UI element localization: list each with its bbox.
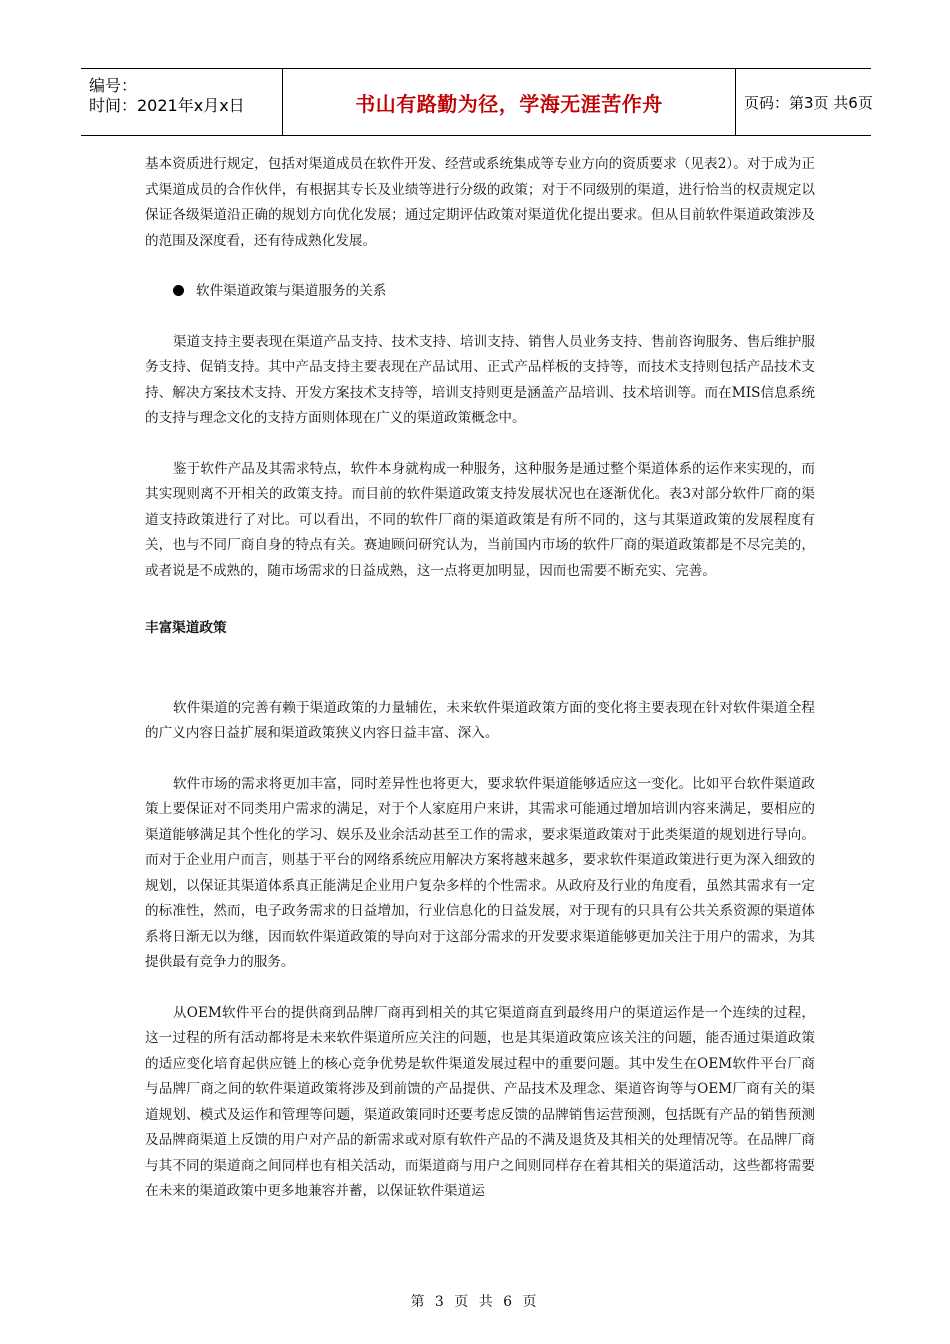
document-date-label: 时间：2021年x月x日 — [89, 96, 245, 115]
page-header — [81, 68, 871, 136]
paragraph-3: 鉴于软件产品及其需求特点，软件本身就构成一种服务，这种服务是通过整个渠道体系的运作来实现的，而其实现则离不开相关的政策支持。而目前的软件渠道政策支持发展状况也在逐渐优化。表3对部分软件厂商的渠道支持政策进行了对比。可以看出，不同的软件厂商的渠道政策是有所不同的，这与其渠道政策的发展程度有关，也与不同厂商自身的特点有关。赛迪顾问研究认为，当前国内市场的软件厂商的渠道政策都是不尽完美的，或者说是不成熟的，随市场需求的日益成熟，这一点将更加明显，因而也需要不断充实、完善。 — [145, 460, 815, 579]
bullet-item — [145, 279, 815, 305]
header-page-cell — [736, 69, 871, 135]
document-number-label: 编号： — [89, 76, 138, 95]
page-footer: 第 3 页 共 6 页 — [410, 1294, 540, 1310]
header-motto-cell — [283, 69, 736, 135]
document-body — [145, 152, 815, 1230]
section-heading: 丰富渠道政策 — [145, 620, 227, 636]
paragraph-4: 软件渠道的完善有赖于渠道政策的力量辅佐，未来软件渠道政策方面的变化将主要表现在针对软件渠道全程的广义内容日益扩展和渠道政策狭义内容日益丰富、深入。 — [145, 699, 815, 741]
paragraph-1: 基本资质进行规定，包括对渠道成员在软件开发、经营或系统集成等专业方向的资质要求（见表2）。对于成为正式渠道成员的合作伙伴，有根据其专长及业绩等进行分级的政策；对于不同级别的渠道，进行恰当的权责规定以保证各级渠道沿正确的规划方向优化发展；通过定期评估政策对渠道优化提出要求。但从目前软件渠道政策涉及的范围及深度看，还有待成熟化发展。 — [145, 156, 815, 249]
header-info-cell — [81, 69, 283, 135]
header-page-info: 页码：第3页 共6页 — [744, 93, 873, 112]
header-motto: 书山有路勤为径，学海无涯苦作舟 — [355, 91, 663, 116]
paragraph-6: 从OEM软件平台的提供商到品牌厂商再到相关的其它渠道商直到最终用户的渠道运作是一个连续的过程，这一过程的所有活动都将是未来软件渠道所应关注的问题，也是其渠道政策应该关注的问题，能否通过渠道政策的适应变化培育起供应链上的核心竞争优势是软件渠道发展过程中的重要问题。其中发生在OEM软件平台厂商与品牌厂商之间的软件渠道政策将涉及到前馈的产品提供、产品技术及理念、渠道咨询等与OEM厂商有关的渠道规划、模式及运作和管理等问题，渠道政策同时还要考虑反馈的品牌销售运营预测，包括既有产品的销售预测及品牌商渠道上反馈的用户对产品的新需求或对原有软件产品的不满及退货及其相关的处理情况等。在品牌厂商与其不同的渠道商之间同样也有相关活动，而渠道商与用户之间则同样存在着其相关的渠道活动，这些都将需要在未来的渠道政策中更多地兼容并蓄，以保证软件渠道运 — [145, 1004, 815, 1199]
bullet-dot-icon — [173, 285, 184, 296]
paragraph-5: 软件市场的需求将更加丰富，同时差异性也将更大，要求软件渠道能够适应这一变化。比如平台软件渠道政策上要保证对不同类用户需求的满足，对于个人家庭用户来讲，其需求可能通过增加培训内容来满足，要相应的渠道能够满足其个性化的学习、娱乐及业余活动甚至工作的需求，要求渠道政策对于此类渠道的规划进行导向。而对于企业用户而言，则基于平台的网络系统应用解决方案将越来越多，要求软件渠道政策进行更为深入细致的规划，以保证其渠道体系真正能满足企业用户复杂多样的个性需求。从政府及行业的角度看，虽然其需求有一定的标准性，然而，电子政务需求的日益增加，行业信息化的日益发展，对于现有的只具有公共关系资源的渠道体系将日渐无以为继，因而软件渠道政策的导向对于这部分需求的开发要求渠道能够更加关注于用户的需求，为其提供最有竞争力的服务。 — [145, 775, 815, 970]
bullet-text: 软件渠道政策与渠道服务的关系 — [196, 283, 387, 299]
paragraph-2: 渠道支持主要表现在渠道产品支持、技术支持、培训支持、销售人员业务支持、售前咨询服务、售后维护服务支持、促销支持。其中产品支持主要表现在产品试用、正式产品样板的支持等，而技术支持则包括产品技术支持、解决方案技术支持、开发方案技术支持等，培训支持则更是涵盖产品培训、技术培训等。而在MIS信息系统的支持与理念文化的支持方面则体现在广义的渠道政策概念中。 — [145, 333, 815, 426]
